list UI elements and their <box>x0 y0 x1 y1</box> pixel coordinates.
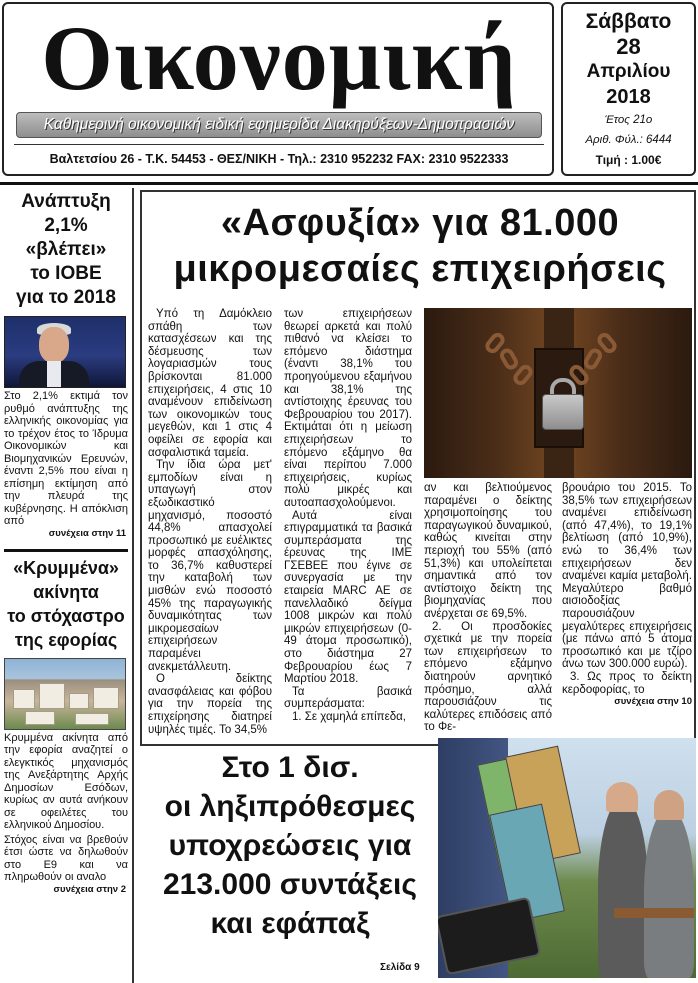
masthead <box>2 2 554 176</box>
newspaper-address: Βαλτετσίου 26 - Τ.Κ. 54453 - ΘΕΣ/ΝΙΚΗ - Τηλ.: 2310 952232 FAX: 2310 9522333 <box>49 152 509 166</box>
date-year: 2018 <box>606 86 651 108</box>
article-column-4 <box>562 482 692 709</box>
headline-line: «Ασφυξία» για 81.000 <box>220 202 620 244</box>
paragraph: των επιχειρήσεων θεωρεί αρκετά και πολύ πιθανό να κλείσει το επόμενο διάστημα (έναντι 38,1% του προηγούμενου εξαμήνου και 38,1% της αντίστοιχης έρευνας του Φεβρουαρίου του 2017). Εκτιμάται ότι η μείωση επιχειρήσεων το επόμενο εξάμηνο θα είναι περίπου 7.000 επιχειρήσεις, κυρίως πολύ μικρές και αυτοαπασχολούμενοι. <box>284 308 412 509</box>
article-column-1 <box>148 308 272 736</box>
article-column-2 <box>284 308 412 724</box>
headline-line: το ΙΟΒΕ <box>30 263 102 284</box>
story-headline-property <box>0 556 132 652</box>
paragraph: Ο δείκτης ανασφάλειας και φόβου για την πορεία της επιχείρησης διατηρεί υψηλές τιμές. Το 34,5% <box>148 673 272 736</box>
continued-link[interactable]: συνέχεια στην 2 <box>53 883 126 895</box>
headline-line: μικρομεσαίες επιχειρήσεις <box>173 248 667 290</box>
headline-line: Στο 1 δισ. <box>221 751 359 784</box>
city-photo <box>4 658 126 730</box>
article-column-3 <box>424 482 552 734</box>
price-label: Τιμή : 1.00€ <box>595 153 662 167</box>
volume-label: Έτος 21ο <box>604 114 653 126</box>
main-headline <box>150 200 690 292</box>
issue-number: Αριθ. Φύλ.: 6444 <box>585 134 672 146</box>
bottom-headline <box>140 748 440 943</box>
headline-line: και εφάπαξ <box>210 907 370 940</box>
paragraph: Την ίδια ώρα μετ' εμποδίων είναι η υπαγωγή στον εξωδικαστικό μηχανισμό, ποσοστό 44,8% απασχολεί προσωπικό με ευέλικτες μορφές απασχόλησης, το 36,7% καθυστερεί την καταβολή των μισθών ενώ ποσοστό 45% της παραγωγικής δυναμικότητας των μικρομεσαίων επιχειρήσεων παραμένει ανεκμετάλλευτη. <box>148 459 272 673</box>
continued-link[interactable]: συνέχεια στην 11 <box>48 527 126 539</box>
paragraph: 3. Ως προς το δείκτη κερδοφορίας, το <box>562 670 692 696</box>
headline-line: της εφορίας <box>14 629 118 650</box>
headline-line: «βλέπει» <box>25 239 107 260</box>
story-text-property-2: Στόχος είναι να βρεθούν έτσι ώστε να δηλωθούν στο Ε9 και να πληρωθούν οι αναλο <box>4 833 128 883</box>
main-story <box>140 190 696 746</box>
column-separator <box>4 549 128 552</box>
masthead-divider <box>14 144 544 145</box>
pensioners-money-photo <box>438 738 696 978</box>
story-text-property: Κρυμμένα ακίνητα από την εφορία αναζητεί ο ελεγκτικός μηχανισμός της Ανεξάρτητης Αρχής Δημοσίων Εσόδων, κυρίως αν αυτά ανήκουν σε οφειλέτες του ελληνικού Δημοσίου. <box>4 731 128 831</box>
paragraph: αν και βελτιούμενος παραμένει ο δείκτης χρησιμοποίησης του παραγωγικού δυναμικού, καθώς κινείται στην περιοχή του 55% (από 51,3%) και υπολείπεται σημαντικά από τον αντίστοιχο δείκτη της βιομηχανίας που ανέρχεται σε 69,5%. <box>424 482 552 620</box>
paragraph: 2. Οι προσδοκίες σχετικά με την πορεία των επιχειρήσεων το επόμενο εξάμηνο διατηρούν αρνητικό πρόσημο, αλλά παρουσιάζουν τις καλύτερες επιδόσεις από το Φε- <box>424 620 552 734</box>
story-text-iobe: Στο 2,1% εκτιμά τον ρυθμό ανάπτυξης της ελληνικής οικονομίας για το τρέχον έτος το Ίδρυμα Οικονομικών και Βιομηχανικών Ερευνών, έναντι 2,5% που είναι η επίσημη εκτίμηση από την πλευρά της κυβέρνησης. Η απόκλιση από <box>4 390 128 527</box>
headline-line: 2,1% <box>44 215 88 236</box>
portrait-photo <box>4 316 126 388</box>
paragraph: Υπό τη Δαμόκλειο σπάθη των κατασχέσεων και της δέσμευσης των λογαριασμών τους βρίσκονται 81.000 επιχειρήσεις, 4 στις 10 αναμένουν επιδείνωση των οικονομικών τους μεγεθών, και 1 στις 4 οφείλει σε εφορία και ασφαλιστικά ταμεία. <box>148 308 272 459</box>
paragraph: 1. Σε χαμηλά επίπεδα, <box>292 711 406 723</box>
paragraph: Τα βασικά συμπεράσματα: <box>284 685 412 711</box>
continued-link[interactable]: συνέχεια στην 10 <box>614 696 692 708</box>
paragraph: Αυτά είναι επιγραμματικά τα βασικά συμπεράσματα της έρευνας της ΙΜΕ ΓΣΕΒΕΕ που έγινε σε συνεργασία με την εταιρεία MARC AE σε πανελλαδικό δείγμα 1008 μικρών και πολύ μικρών επιχειρήσεων (0-49 άτομα προσωπικό), στο διάστημα 27 Φεβρουαρίου έως 7 Μαρτίου 2018. <box>284 509 412 686</box>
date-box <box>561 2 696 176</box>
date-number: 28 <box>616 34 641 59</box>
date-day: Σάββατο <box>585 10 672 33</box>
story-headline-iobe <box>0 188 132 312</box>
left-column <box>0 188 134 983</box>
headline-line: «Κρυμμένα» <box>13 557 119 578</box>
headline-line: ακίνητα <box>33 581 99 602</box>
newspaper-title: Οικονομική <box>41 7 517 109</box>
headline-line: 213.000 συντάξεις <box>163 868 417 901</box>
paragraph: βρουάριο του 2015. Το 38,5% των επιχειρήσεων αναμένει επιδείνωση (από 47,4%), το 19,1% βελτίωση (από 10,9%), ενώ το 36,4% των επιχειρήσεων δεν αναμένει καμία μεταβολή. Μεγαλύτερο βαθμό αισιοδοξίας παρουσιάζουν μεγαλύτερες επιχειρήσεις (με πάνω από 5 άτομα προσωπικό και με τζίρο άνω των 300.000 ευρώ). <box>562 482 692 671</box>
padlock-photo <box>424 308 692 478</box>
headline-line: οι ληξιπρόθεσμες <box>164 790 416 823</box>
header-divider <box>0 182 698 185</box>
headline-line: υποχρεώσεις για <box>168 829 412 862</box>
page-reference: Σελίδα 9 <box>380 962 420 973</box>
headline-line: Ανάπτυξη <box>21 191 111 212</box>
date-month: Απριλίου <box>586 61 671 82</box>
newspaper-subtitle: Καθημερινή οικονομική ειδική εφημερίδα Διακηρύξεων-Δημοπρασιών <box>16 112 542 138</box>
headline-line: το στόχαστρο <box>7 605 125 626</box>
headline-line: για το 2018 <box>16 287 116 308</box>
